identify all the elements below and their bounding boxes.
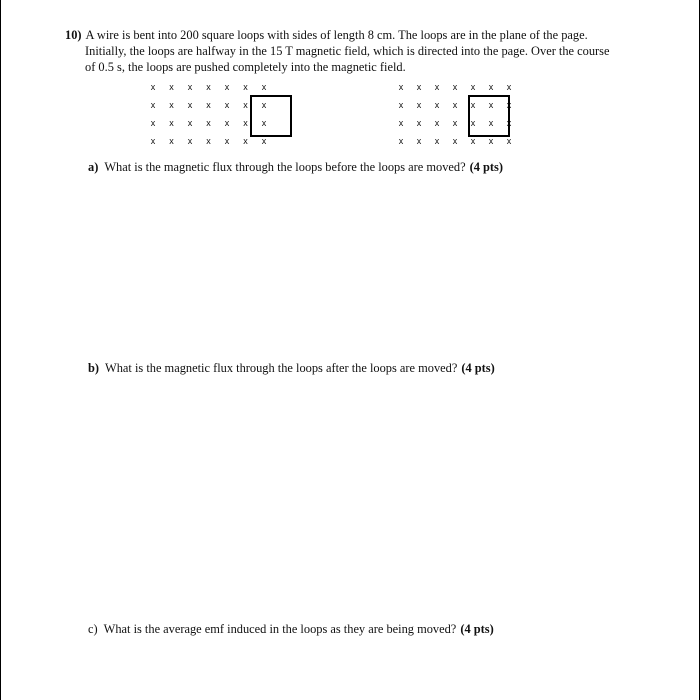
field-mark-into-page: x xyxy=(398,82,404,92)
field-mark-into-page: x xyxy=(434,100,440,110)
field-mark-into-page: x xyxy=(206,118,211,128)
field-mark-into-page: x xyxy=(150,136,156,146)
field-mark-into-page: x xyxy=(224,82,230,92)
field-mark-into-page: x xyxy=(416,82,422,92)
field-diagram-before xyxy=(141,78,311,148)
field-mark-into-page: x xyxy=(506,118,512,128)
field-mark-into-page: x xyxy=(506,136,512,146)
field-mark-into-page: x xyxy=(261,100,267,110)
field-mark-into-page: x xyxy=(187,100,193,110)
field-mark-into-page: x xyxy=(470,136,476,146)
question-b xyxy=(88,361,495,376)
field-mark-into-page: x xyxy=(488,136,494,146)
field-mark-into-page: x xyxy=(243,118,248,128)
problem-line-2: Initially, the loops are halfway in the 15 T magnetic field, which is directed into the page. Over the course xyxy=(85,44,610,58)
field-mark-into-page: x xyxy=(416,136,422,146)
field-mark-into-page: x xyxy=(452,118,458,128)
field-mark-into-page: x xyxy=(224,118,230,128)
question-c-text: What is the average emf induced in the loops as they are being moved? xyxy=(103,622,457,636)
field-mark-into-page: x xyxy=(187,118,193,128)
field-mark-into-page: x xyxy=(224,136,230,146)
question-b-label: b) xyxy=(88,361,100,375)
field-mark-into-page: x xyxy=(243,136,248,146)
question-a-label: a) xyxy=(88,160,99,174)
field-mark-into-page: x xyxy=(187,82,193,92)
field-mark-into-page: x xyxy=(452,136,458,146)
field-mark-into-page: x xyxy=(434,118,440,128)
field-region-before xyxy=(151,82,267,146)
field-mark-into-page: x xyxy=(470,82,476,92)
field-mark-into-page: x xyxy=(206,82,211,92)
question-c-points: (4 pts) xyxy=(460,622,494,636)
field-mark-into-page: x xyxy=(416,118,422,128)
question-c xyxy=(88,622,494,637)
field-mark-into-page: x xyxy=(206,100,211,110)
field-mark-into-page: x xyxy=(243,82,248,92)
field-mark-into-page: x xyxy=(506,100,512,110)
field-mark-into-page: x xyxy=(261,118,267,128)
field-mark-into-page: x xyxy=(261,82,267,92)
diagram-after xyxy=(389,78,529,153)
field-mark-into-page: x xyxy=(434,136,440,146)
field-mark-into-page: x xyxy=(150,82,156,92)
field-mark-into-page: x xyxy=(150,100,156,110)
field-mark-into-page: x xyxy=(488,100,494,110)
field-mark-into-page: x xyxy=(506,82,512,92)
field-mark-into-page: x xyxy=(150,118,156,128)
field-mark-into-page: x xyxy=(169,82,174,92)
field-mark-into-page: x xyxy=(470,100,476,110)
field-mark-into-page: x xyxy=(452,82,458,92)
diagram-before xyxy=(141,78,311,153)
field-mark-into-page: x xyxy=(398,136,404,146)
wire-loop-before xyxy=(251,96,291,136)
field-mark-into-page: x xyxy=(416,100,422,110)
field-mark-into-page: x xyxy=(169,118,174,128)
problem-statement xyxy=(65,27,655,75)
problem-line-3: of 0.5 s, the loops are pushed completely into the magnetic field. xyxy=(85,60,406,74)
problem-line-1: 10) A wire is bent into 200 square loops with sides of length 8 cm. The loops are in the plane of the page. xyxy=(65,28,588,42)
field-mark-into-page: x xyxy=(243,100,248,110)
field-mark-into-page: x xyxy=(488,118,494,128)
question-c-label: c) xyxy=(88,622,98,636)
field-mark-into-page: x xyxy=(169,100,174,110)
field-mark-into-page: x xyxy=(452,100,458,110)
question-a-text: What is the magnetic flux through the loops before the loops are moved? xyxy=(104,160,466,174)
field-mark-into-page: x xyxy=(261,136,267,146)
question-b-points: (4 pts) xyxy=(461,361,495,375)
field-mark-into-page: x xyxy=(470,118,476,128)
field-mark-into-page: x xyxy=(187,136,193,146)
field-diagram-after xyxy=(389,78,529,148)
field-mark-into-page: x xyxy=(398,100,404,110)
field-mark-into-page: x xyxy=(488,82,494,92)
question-a xyxy=(88,160,503,175)
problem-number: 10) xyxy=(65,28,82,42)
field-mark-into-page: x xyxy=(434,82,440,92)
field-mark-into-page: x xyxy=(206,136,211,146)
field-mark-into-page: x xyxy=(169,136,174,146)
field-mark-into-page: x xyxy=(398,118,404,128)
question-a-points: (4 pts) xyxy=(469,160,504,174)
question-b-text: What is the magnetic flux through the loops after the loops are moved? xyxy=(105,361,458,375)
field-mark-into-page: x xyxy=(224,100,230,110)
